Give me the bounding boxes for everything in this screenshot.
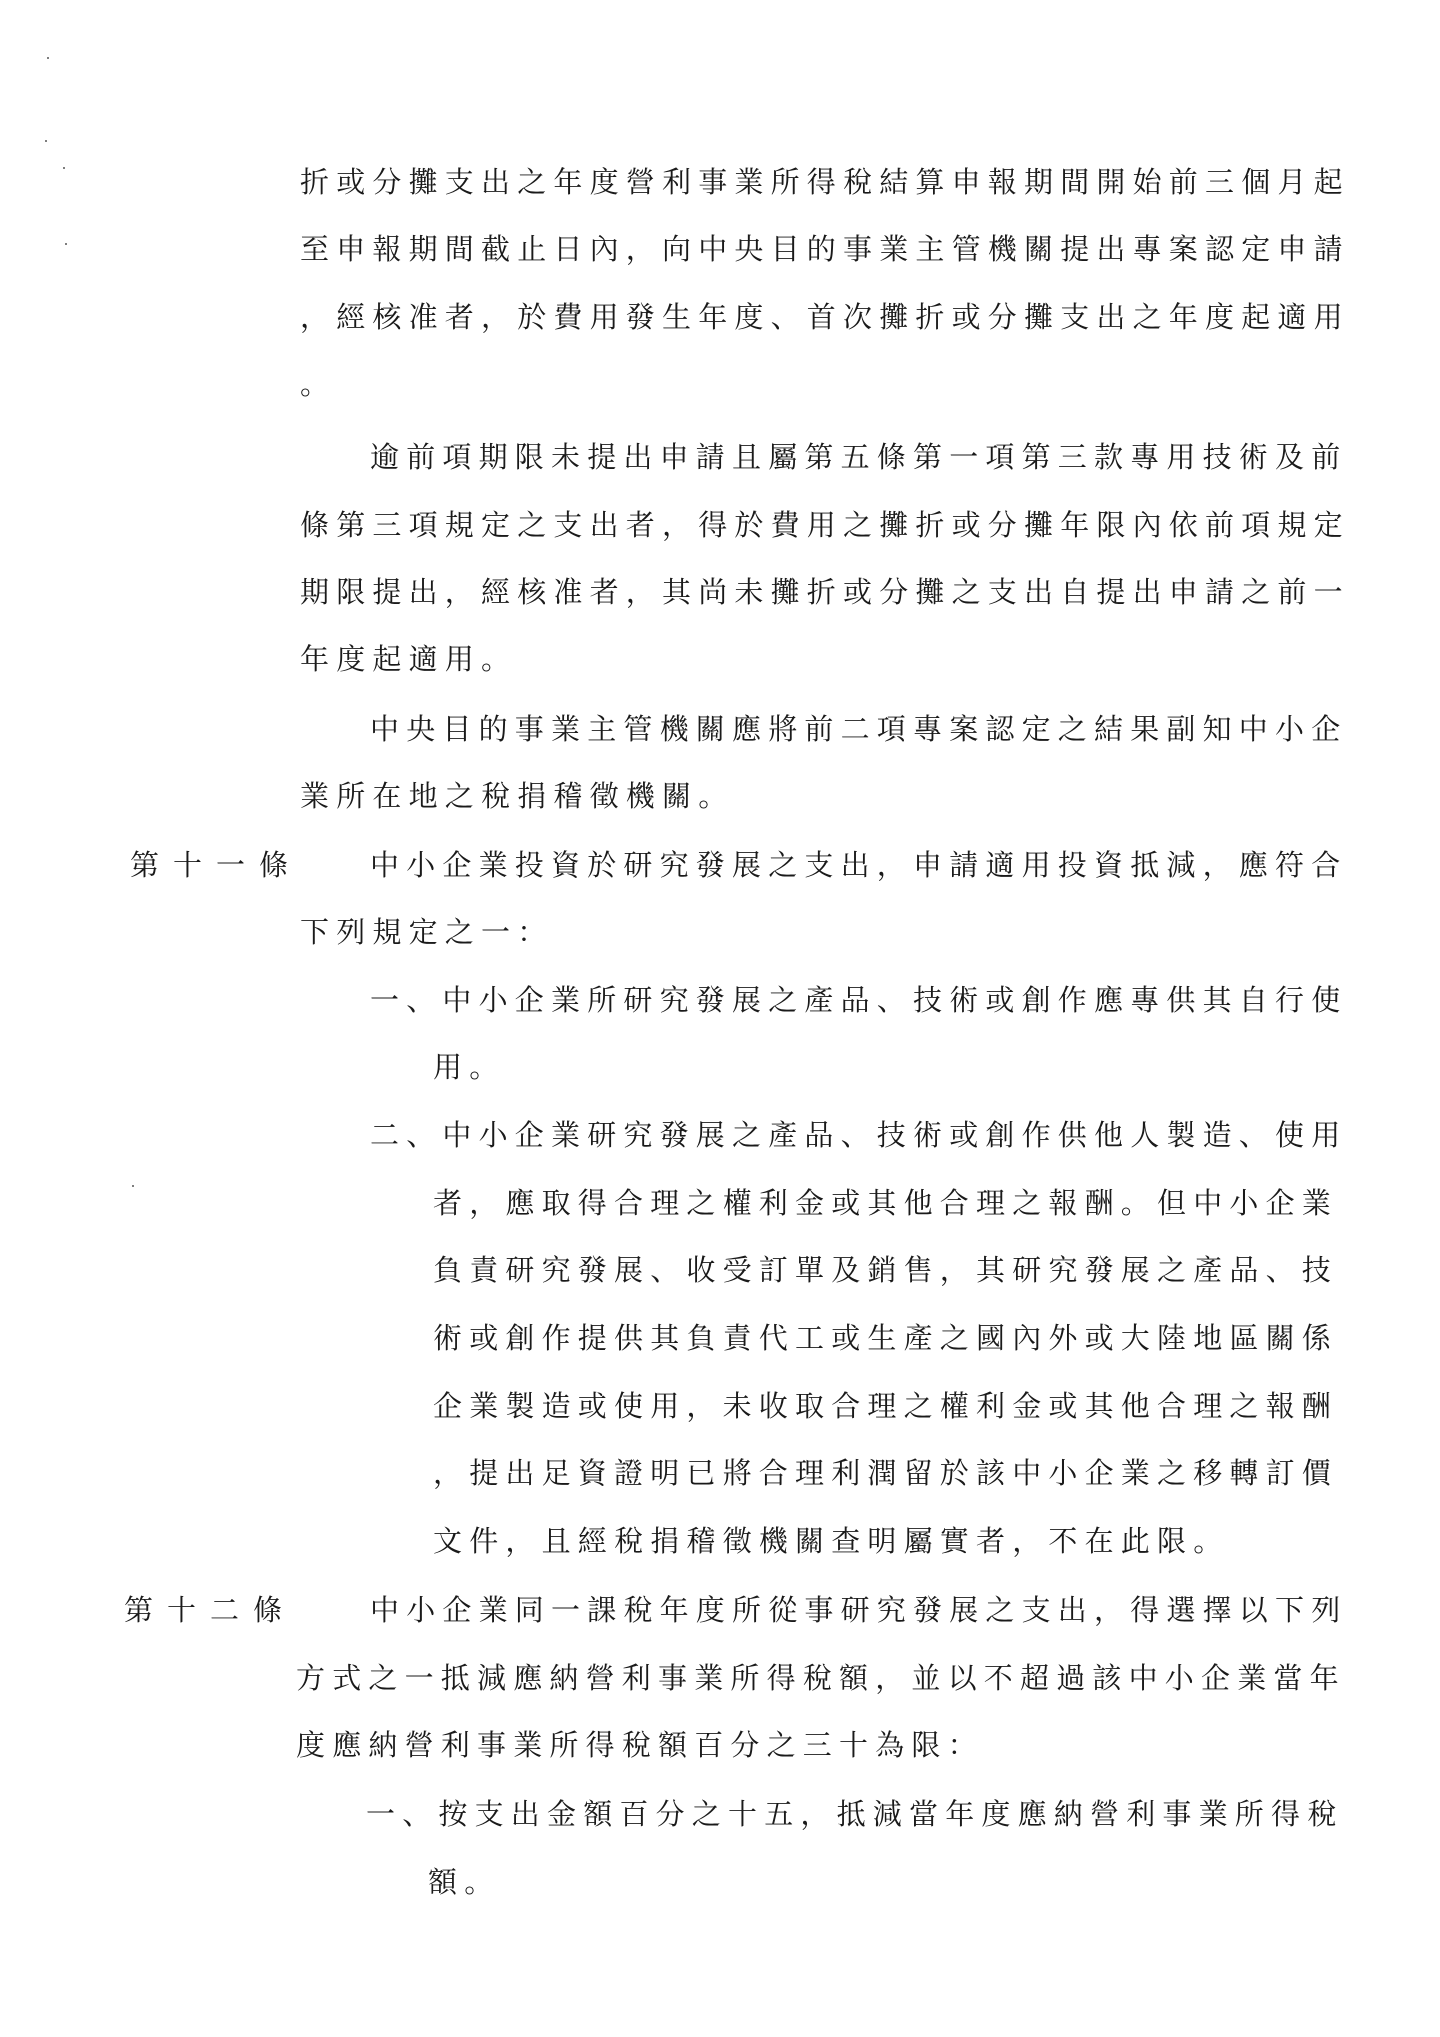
list-item-line: 額。: [428, 1865, 501, 1899]
text-line: ，經核准者，於費用發生年度、首次攤折或分攤支出之年度起適用: [300, 300, 1350, 334]
text-line: 中小企業同一課稅年度所從事研究發展之支出，得選擇以下列: [370, 1593, 1348, 1627]
list-item-line: 文件，且經稅捐稽徵機關查明屬實者，不在此限。: [433, 1524, 1230, 1558]
list-item-line: 一、按支出金額百分之十五，抵減當年度應納營利事業所得稅: [366, 1797, 1344, 1831]
text-line: 年度起適用。: [300, 642, 518, 676]
scan-speck: [63, 167, 65, 169]
text-line: 期限提出，經核准者，其尚未攤折或分攤之支出自提出申請之前一: [300, 575, 1350, 609]
scan-speck: [65, 243, 67, 245]
text-line: 中小企業投資於研究發展之支出，申請適用投資抵減，應符合: [370, 848, 1348, 882]
list-item-line: 術或創作提供其負責代工或生產之國內外或大陸地區關係: [433, 1321, 1339, 1355]
scan-speck: [132, 1185, 134, 1187]
list-item-line: ，提出足資證明已將合理利潤留於該中小企業之移轉訂價: [433, 1456, 1339, 1490]
list-item-line: 企業製造或使用，未收取合理之權利金或其他合理之報酬: [433, 1389, 1339, 1423]
text-line: 至申報期間截止日內，向中央目的事業主管機關提出專案認定申請: [300, 232, 1350, 266]
list-item-line: 一、中小企業所研究發展之產品、技術或創作應專供其自行使: [370, 983, 1348, 1017]
text-line: 折或分攤支出之年度營利事業所得稅結算申報期間開始前三個月起: [300, 165, 1350, 199]
list-item-line: 者，應取得合理之權利金或其他合理之報酬。但中小企業: [433, 1186, 1339, 1220]
list-item-line: 用。: [433, 1050, 506, 1084]
scan-speck: [45, 140, 47, 142]
text-line: 方式之一抵減應納營利事業所得稅額，並以不超過該中小企業當年: [296, 1661, 1346, 1695]
text-line: 逾前項期限未提出申請且屬第五條第一項第三款專用技術及前: [370, 440, 1348, 474]
text-line: 度應納營利事業所得稅額百分之三十為限：: [296, 1728, 984, 1762]
list-item-line: 二、中小企業研究發展之產品、技術或創作供他人製造、使用: [370, 1118, 1348, 1152]
text-line: 業所在地之稅捐稽徵機關。: [300, 779, 735, 813]
article-label: 第十一條: [130, 848, 303, 882]
text-line: 中央目的事業主管機關應將前二項專案認定之結果副知中小企: [370, 712, 1348, 746]
article-label: 第十二條: [124, 1593, 297, 1627]
scan-speck: [47, 57, 49, 59]
text-line: 條第三項規定之支出者，得於費用之攤折或分攤年限內依前項規定: [300, 508, 1350, 542]
list-item-line: 負責研究發展、收受訂單及銷售，其研究發展之產品、技: [433, 1253, 1339, 1287]
text-line: 。: [300, 367, 337, 401]
text-line: 下列規定之一：: [300, 915, 554, 949]
